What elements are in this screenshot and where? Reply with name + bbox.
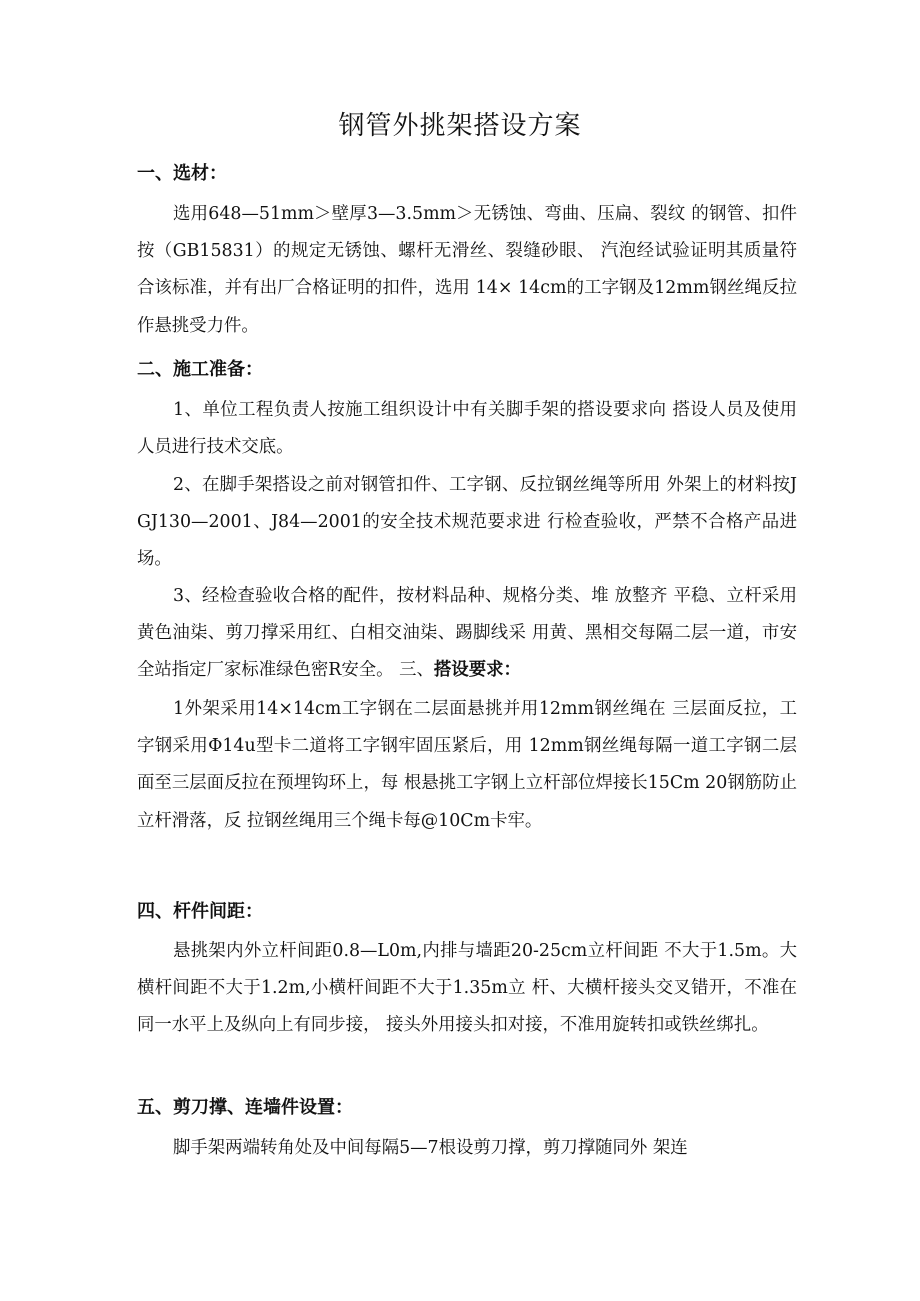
paragraph-erection-requirements: 1外架采用14×14cm工字钢在二层面悬挑并用12mm钢丝绳在 三层面反拉，工字钢采用Φ14u型卡二道将工字钢牢固压紧后，用 12mm钢丝绳每隔一道工字钢二层面至三层面反拉在预埋钩环上，每 根悬挑工字钢上立杆部位焊接长15Cm 20钢筋防止立杆滑落，反 拉钢丝绳用三个绳卡每@10Cm卡牢。 [137,699,797,831]
paragraph-materials: 选用648—51mm＞壁厚3—3.5mm＞无锈蚀、弯曲、压扁、裂纹 的钢管、扣件按（GB15831）的规定无锈蚀、螺杆无滑丝、裂缝砂眼、 汽泡经试验证明其质量符合该标准，并有出厂合格证明的扣件，选用 14× 14cm的工字钢及12mm钢丝绳反拉作悬挑受力件。 [137,204,797,336]
section-heading-preparation: 二、施工准备： [137,359,263,380]
paragraph-bracing: 脚手架两端转角处及中间每隔5—7根设剪刀撑，剪刀撑随同外 架连 [173,1138,688,1158]
section-heading-erection: 搭设要求： [433,660,521,681]
paragraph-spacing: 悬挑架内外立杆间距0.8—L0m,内排与墙距20-25cm立杆间距 不大于1.5m。大横杆间距不大于1.2m,小横杆间距不大于1.35m立 杆、大横杆接头交叉错开，不准在同一水平上及纵向上有同步接， 接头外用接头扣对接，不准用旋转扣或铁丝绑扎。 [137,941,797,1036]
paragraph-preparation-3 [137,578,797,690]
section-heading-spacing: 四、杆件间距： [137,901,263,922]
section-heading-bracing: 五、剪刀撑、连墙件设置： [137,1097,353,1118]
paragraph-preparation-1: 1、单位工程负责人按施工组织设计中有关脚手架的搭设要求向 搭设人员及使用人员进行技术交底。 [137,400,797,458]
paragraph-preparation-3-text: 3、经检查验收合格的配件，按材料品种、规格分类、堆 放整齐 平稳、立杆采用黄色油柒、剪刀撑采用红、白相交油柒、踢脚线采 用黄、黑相交每隔二层一道，市安全站指定厂家标准绿色密R安全。 [137,586,797,681]
page-title: 钢管外挑架搭设方案 [338,111,582,141]
section-heading-erection-prefix: 三、 [399,660,434,681]
paragraph-preparation-2: 2、在脚手架搭设之前对钢管扣件、工字钢、反拉钢丝绳等所用 外架上的材料按JGJ130—2001、J84—2001的安全技术规范要求进 行检查验收，严禁不合格产品进场。 [137,475,797,570]
section-heading-materials: 一、选材： [137,163,227,184]
